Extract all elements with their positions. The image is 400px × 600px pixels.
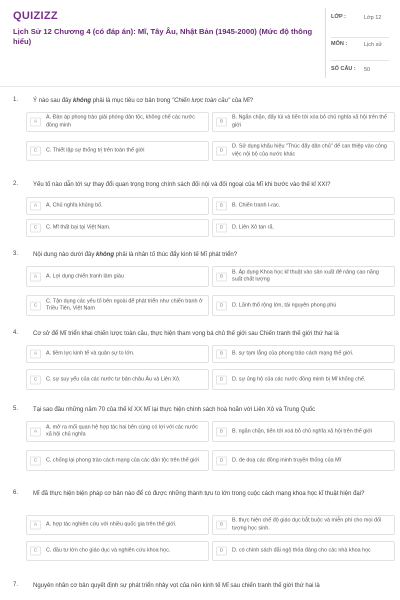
option-c[interactable]: [26, 369, 209, 390]
question-text: Mĩ đã thực hiện biện pháp cơ bản nào để có được những thành tựu to lớn trong cuộc cách mạng khoa học kĩ thuật hiện đại?: [33, 491, 365, 497]
option-text: C. Mĩ thất bại tại Việt Nam.: [46, 224, 111, 231]
meta-divider: [331, 37, 389, 38]
option-text: B. ngăn chặn, tiến tới xoá bỏ chủ nghĩa xã hội trên thế giới: [232, 427, 373, 434]
option-text: C. chống lại phong trào cách mạng của các dân tộc trên thế giới: [46, 456, 200, 463]
option-letter: B: [216, 272, 227, 281]
option-letter: C: [30, 375, 41, 384]
option-letter: C: [30, 547, 41, 556]
question-number: 7.: [13, 582, 19, 588]
option-b[interactable]: [212, 266, 395, 287]
option-text: C. sự suy yếu của các nước tư bản châu Âu và Liên Xô.: [46, 375, 181, 382]
meta-subject-label: MÔN :: [331, 41, 348, 47]
option-b[interactable]: [212, 345, 395, 363]
option-letter: B: [216, 521, 227, 530]
question-text-part: phải là nhân tố thúc đẩy kinh tế Mĩ phát triển?: [114, 252, 238, 258]
question-number: 6.: [13, 490, 19, 496]
option-text: B. Chiến tranh I-rac.: [232, 202, 281, 209]
option-text: A. Lợi dụng chiến tranh làm giàu: [46, 272, 124, 279]
option-a[interactable]: [26, 197, 209, 215]
option-text: B. Ngăn chặn, đẩy lùi và tiến tới xóa bỏ chủ nghĩa xã hội trên thế giới: [232, 114, 387, 128]
question-text-part: Nội dung nào dưới đây: [33, 252, 96, 258]
option-text: A. tiềm lực kinh tế và quân sự to lớn.: [46, 350, 135, 357]
option-letter: D: [216, 147, 227, 156]
option-text: D. Sử dụng khẩu hiệu "Thúc đẩy dân chủ" để can thiệp vào công việc nội bộ của nước khác: [232, 143, 387, 157]
option-letter: A: [30, 350, 41, 359]
option-text: D. Liên Xô tan rã.: [232, 224, 274, 231]
question-text-part: phải là mục tiêu cơ bản trong: [91, 98, 173, 104]
question-number: 2.: [13, 181, 19, 187]
question-text-part: Ý nào sau đây: [33, 98, 74, 104]
option-a[interactable]: [26, 345, 209, 363]
option-text: D. có chính sách đãi ngộ thỏa đáng cho các nhà khoa học: [232, 547, 371, 554]
question-number: 1.: [13, 97, 19, 103]
question-text: Nguyên nhân cơ bản quyết định sự phát triển nhảy vọt của nền kinh tế Mĩ sau chiến tranh thế giới thứ hai là: [33, 583, 320, 589]
question-number: 4.: [13, 330, 19, 336]
option-letter: C: [30, 224, 41, 233]
option-d[interactable]: [212, 450, 395, 471]
option-d[interactable]: [212, 219, 395, 237]
option-c[interactable]: [26, 541, 209, 561]
question-text: [33, 97, 388, 105]
option-d[interactable]: [212, 369, 395, 390]
question-number: 5.: [13, 406, 19, 412]
meta-separator: [325, 8, 326, 78]
option-letter: D: [216, 301, 227, 310]
option-b[interactable]: [212, 515, 395, 535]
quizizz-logo: [13, 10, 58, 22]
meta-subject-value: Lịch sử: [364, 42, 383, 48]
option-text: C. Tận dụng các yếu tố bên ngoài để phát triển như chiến tranh ở Triều Tiên, Việt Nam: [46, 298, 203, 312]
option-letter: B: [216, 350, 227, 359]
question-number: 3.: [13, 251, 19, 257]
question-quote: "Chiến lược toàn cầu": [172, 98, 231, 104]
option-text: A. Chủ nghĩa khủng bố.: [46, 202, 103, 209]
logo-text: QUIZIZZ: [13, 10, 58, 22]
option-text: A. mở ra mối quan hệ hợp tác hai bên cùng có lợi với các nước xã hội chủ nghĩa: [46, 424, 198, 438]
page-title: Lịch Sử 12 Chương 4 (có đáp án): Mĩ, Tây Âu, Nhật Bản (1945-2000) (Mức độ thông hiểu): [13, 27, 313, 46]
option-letter: C: [30, 147, 41, 156]
option-text: C. đầu tư lớn cho giáo dục và nghiên cứu khoa học.: [46, 547, 171, 554]
document-header: [0, 0, 400, 84]
option-letter: A: [30, 427, 41, 436]
option-letter: B: [216, 427, 227, 436]
option-c[interactable]: [26, 141, 209, 161]
option-text: D. sự ủng hộ của các nước đồng minh bị Mĩ khống chế.: [232, 375, 366, 382]
option-b[interactable]: [212, 112, 395, 132]
option-text: D. Lãnh thổ rộng lớn, tài nguyên phong phú: [232, 301, 337, 308]
option-letter: C: [30, 301, 41, 310]
option-letter: B: [216, 202, 227, 211]
option-letter: D: [216, 375, 227, 384]
option-a[interactable]: [26, 515, 209, 535]
option-text: C. Thiết lập sự thống trị trên toàn thế giới: [46, 147, 145, 154]
option-a[interactable]: [26, 266, 209, 287]
question-text-part: của Mĩ?: [230, 98, 254, 104]
option-letter: A: [30, 202, 41, 211]
question-keyword: không: [96, 252, 114, 258]
option-letter: D: [216, 456, 227, 465]
option-letter: D: [216, 224, 227, 233]
option-text: A. Đàn áp phong trào giải phóng dân tộc, không chế các nước đồng minh: [46, 114, 195, 128]
meta-class-value: Lớp 12: [364, 15, 382, 21]
option-a[interactable]: [26, 112, 209, 132]
option-a[interactable]: [26, 421, 209, 442]
option-c[interactable]: [26, 295, 209, 316]
option-text: B. sự tạm lắng của phong trào cách mạng thế giới.: [232, 350, 354, 357]
option-c[interactable]: [26, 219, 209, 237]
option-b[interactable]: [212, 421, 395, 442]
option-text: D. đe doạ các đồng minh truyền thống của Mĩ: [232, 456, 342, 463]
option-d[interactable]: [212, 141, 395, 161]
header-divider: [0, 86, 400, 87]
option-letter: A: [30, 272, 41, 281]
option-d[interactable]: [212, 295, 395, 316]
option-letter: D: [216, 547, 227, 556]
meta-class-label: LỚP :: [331, 14, 346, 20]
option-letter: B: [216, 118, 227, 127]
meta-count-value: 50: [364, 67, 371, 73]
option-text: B. Áp dụng Khoa học kĩ thuật vào sản xuất để nâng cao năng suất chất lượng: [232, 269, 379, 283]
question-text: Cơ sở để Mĩ triển khai chiến lược toàn cầu, thực hiện tham vọng bá chủ thế giới sau Chiến tranh thế giới thứ hai là: [33, 331, 339, 337]
option-letter: A: [30, 118, 41, 127]
meta-divider: [331, 60, 389, 61]
option-text: A. hợp tác nghiên cứu với nhiều quốc gia trên thế giới.: [46, 521, 177, 528]
question-keyword: không: [73, 98, 92, 104]
question-text: Yếu tố nào dẫn tới sự thay đổi quan trọng trong chính sách đối nội và đối ngoại của Mĩ khi bước vào thế kỉ XXI?: [33, 182, 331, 188]
option-b[interactable]: [212, 197, 395, 215]
option-d[interactable]: [212, 541, 395, 561]
option-letter: A: [30, 521, 41, 530]
option-c[interactable]: [26, 450, 209, 471]
question-text: [33, 251, 388, 259]
question-text: Tại sao đầu những năm 70 của thế kỉ XX Mĩ lại thực hiện chính sách hoà hoãn với Liên Xô và Trung Quốc: [33, 407, 316, 413]
option-text: B. thực hiện chế độ giáo dục bắt buộc và miễn phí cho mọi đối tượng học sinh.: [232, 517, 382, 531]
option-letter: C: [30, 456, 41, 465]
meta-count-label: SỐ CÂU :: [331, 66, 356, 72]
